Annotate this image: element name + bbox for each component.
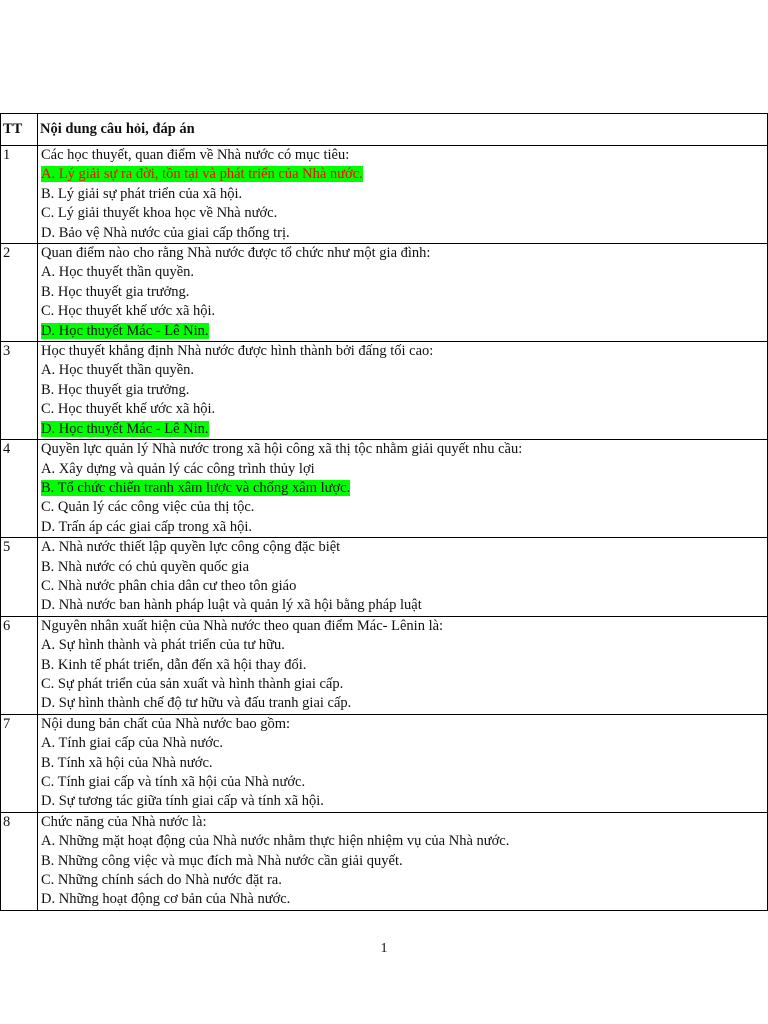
- question-cell: [38, 714, 768, 812]
- question-cell: [38, 244, 768, 342]
- question-number: 7: [1, 714, 38, 812]
- answer-option: B. Tính xã hội của Nhà nước.: [41, 754, 213, 771]
- answer-option: A. Tính giai cấp của Nhà nước.: [41, 735, 223, 752]
- answer-option-text: D. Học thuyết Mác - Lê Nin.: [41, 420, 209, 437]
- question-text: Các học thuyết, quan điểm về Nhà nước có mục tiêu:: [41, 147, 350, 163]
- question-text: Quyền lực quản lý Nhà nước trong xã hội công xã thị tộc nhằm giải quyết nhu cầu:: [41, 441, 523, 458]
- answer-option: D. Sự tương tác giữa tính giai cấp và tính xã hội.: [41, 793, 324, 810]
- header-content: Nội dung câu hỏi, đáp án: [38, 114, 768, 146]
- table-row: [1, 244, 768, 342]
- question-number: 4: [1, 440, 38, 538]
- answer-option: C. Nhà nước phân chia dân cư theo tôn giáo: [41, 577, 297, 594]
- answer-option: C. Quản lý các công việc của thị tộc.: [41, 499, 255, 516]
- answer-option: A. Xây dựng và quản lý các công trình thủy lợi: [41, 460, 315, 477]
- question-cell: [38, 440, 768, 538]
- answer-option: C. Học thuyết khế ước xã hội.: [41, 401, 216, 418]
- question-number: 5: [1, 538, 38, 617]
- answer-option: C. Tính giai cấp và tính xã hội của Nhà nước.: [41, 774, 306, 790]
- question-text: Quan điểm nào cho rằng Nhà nước được tổ chức như một gia đình:: [41, 245, 431, 262]
- table-row: [1, 812, 768, 910]
- question-text: Chức năng của Nhà nước là:: [41, 813, 207, 830]
- answer-option: A. Nhà nước thiết lập quyền lực công cộng đặc biệt: [41, 539, 341, 556]
- table-header-row: [1, 114, 768, 146]
- table-row: [1, 342, 768, 440]
- question-number: 6: [1, 616, 38, 714]
- answer-option: A. Học thuyết thần quyền.: [41, 362, 195, 379]
- answer-option: B. Kinh tế phát triển, dẫn đến xã hội thay đổi.: [41, 656, 307, 673]
- question-cell: [38, 538, 768, 617]
- answer-option: D. Sự hình thành chế độ tư hữu và đấu tranh giai cấp.: [41, 695, 352, 712]
- answer-option: [41, 420, 767, 439]
- table-row: [1, 616, 768, 714]
- answer-option: D. Bảo vệ Nhà nước của giai cấp thống trị.: [41, 224, 290, 241]
- answer-option-text: B. Tổ chức chiến tranh xâm lược và chống xâm lược.: [41, 479, 351, 496]
- answer-option: B. Học thuyết gia trưởng.: [41, 381, 190, 398]
- answer-option: C. Lý giải thuyết khoa học về Nhà nước.: [41, 205, 278, 222]
- question-text: Nguyên nhân xuất hiện của Nhà nước theo quan điểm Mác- Lênin là:: [41, 617, 444, 634]
- answer-option: [41, 322, 767, 341]
- answer-option: A. Sự hình thành và phát triển của tư hữu.: [41, 637, 285, 654]
- answer-option: [41, 165, 767, 184]
- answer-option: D. Trấn áp các giai cấp trong xã hội.: [41, 518, 253, 535]
- answer-option: B. Lý giải sự phát triển của xã hội.: [41, 185, 243, 202]
- question-number: 2: [1, 244, 38, 342]
- answer-option: B. Nhà nước có chủ quyền quốc gia: [41, 558, 249, 575]
- question-cell: [38, 146, 768, 244]
- answer-option: B. Học thuyết gia trưởng.: [41, 283, 190, 300]
- answer-option: C. Học thuyết khế ước xã hội.: [41, 303, 216, 320]
- question-cell: [38, 616, 768, 714]
- answer-option: [41, 479, 767, 498]
- answer-option-text: D. Học thuyết Mác - Lê Nin.: [41, 322, 209, 339]
- answer-option: C. Những chính sách do Nhà nước đặt ra.: [41, 872, 282, 889]
- question-cell: [38, 342, 768, 440]
- header-num: TT: [1, 114, 38, 146]
- table-row: [1, 146, 768, 244]
- answer-option-text: A. Lý giải sự ra đời, tồn tại và phát triển của Nhà nước.: [41, 166, 363, 183]
- table-row: [1, 714, 768, 812]
- answer-option: A. Những mặt hoạt động của Nhà nước nhằm thực hiện nhiệm vụ của Nhà nước.: [41, 833, 510, 850]
- answer-option: D. Nhà nước ban hành pháp luật và quản lý xã hội bằng pháp luật: [41, 597, 422, 614]
- table-row: [1, 538, 768, 617]
- question-text: Nội dung bản chất của Nhà nước bao gồm:: [41, 715, 291, 732]
- question-number: 3: [1, 342, 38, 440]
- question-table: [0, 113, 768, 911]
- question-number: 1: [1, 146, 38, 244]
- answer-option: B. Những công việc và mục đích mà Nhà nước cần giải quyết.: [41, 852, 403, 869]
- table-row: [1, 440, 768, 538]
- answer-option: A. Học thuyết thần quyền.: [41, 264, 195, 281]
- answer-option: D. Những hoạt động cơ bản của Nhà nước.: [41, 891, 291, 908]
- page-number: 1: [380, 941, 388, 956]
- question-number: 8: [1, 812, 38, 910]
- question-cell: [38, 812, 768, 910]
- question-text: Học thuyết khẳng định Nhà nước được hình thành bởi đấng tối cao:: [41, 343, 434, 360]
- answer-option: C. Sự phát triển của sản xuất và hình thành giai cấp.: [41, 675, 344, 692]
